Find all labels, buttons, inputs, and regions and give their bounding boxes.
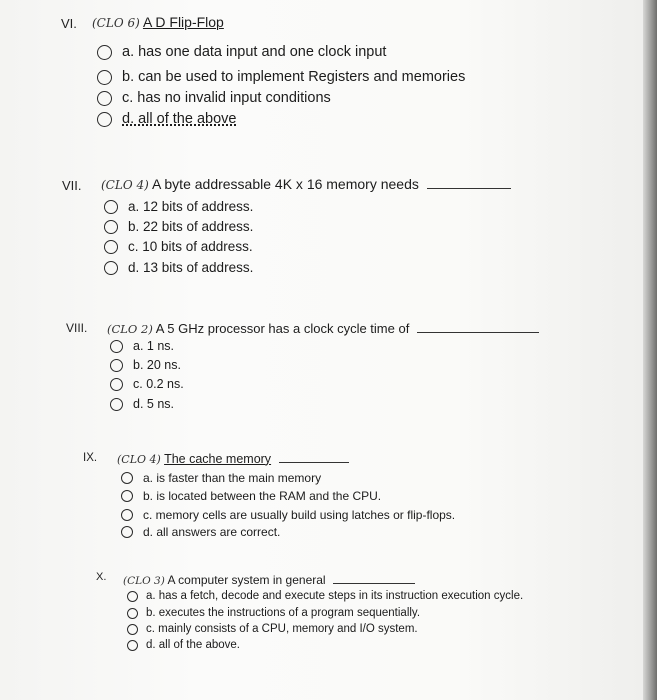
radio-button[interactable] <box>104 240 118 254</box>
clo-tag: (CLO 3) <box>123 575 165 587</box>
clo-tag: (CLO 4) <box>117 453 161 466</box>
option-label: d. all of the above. <box>146 639 240 651</box>
option-b[interactable] <box>127 607 420 619</box>
radio-button[interactable] <box>97 70 112 85</box>
option-a[interactable] <box>121 471 321 485</box>
option-label: b. 22 bits of address. <box>128 219 254 234</box>
option-label: c. mainly consists of a CPU, memory and I/O system. <box>146 623 418 635</box>
radio-button[interactable] <box>121 490 133 502</box>
radio-button[interactable] <box>104 200 118 214</box>
option-b[interactable] <box>121 489 381 503</box>
option-a[interactable] <box>104 199 253 214</box>
option-d[interactable] <box>97 111 236 127</box>
option-d[interactable] <box>104 260 253 275</box>
clo-tag: (CLO 6) <box>92 16 140 30</box>
option-label: a. 1 ns. <box>133 339 174 353</box>
option-label: b. can be used to implement Registers and memories <box>122 69 466 85</box>
option-label: d. 13 bits of address. <box>128 260 254 275</box>
option-c[interactable] <box>97 90 331 106</box>
option-c[interactable] <box>110 377 184 391</box>
radio-button[interactable] <box>110 340 123 353</box>
question-stem <box>117 452 349 466</box>
option-label: d. all of the above <box>122 111 237 127</box>
stem-text: The cache memory <box>164 452 272 466</box>
option-a[interactable] <box>97 44 386 60</box>
radio-button[interactable] <box>110 378 123 391</box>
radio-button[interactable] <box>127 608 138 619</box>
radio-button[interactable] <box>110 359 123 372</box>
option-a[interactable] <box>127 590 523 602</box>
option-d[interactable] <box>121 525 280 539</box>
option-label: c. 10 bits of address. <box>128 239 253 254</box>
question-number: VII. <box>62 178 82 193</box>
stem-text: A 5 GHz processor has a clock cycle time of <box>155 321 410 336</box>
page-edge-shadow <box>643 0 657 700</box>
question-number: X. <box>96 571 107 583</box>
option-label: c. 0.2 ns. <box>133 377 184 391</box>
option-label: c. has no invalid input conditions <box>122 90 331 106</box>
option-label: b. executes the instructions of a program sequentially. <box>146 607 421 619</box>
clo-tag: (CLO 4) <box>101 178 149 192</box>
radio-button[interactable] <box>97 91 112 106</box>
radio-button[interactable] <box>121 472 133 484</box>
option-d[interactable] <box>110 397 174 411</box>
option-label: a. has one data input and one clock input <box>122 44 387 60</box>
radio-button[interactable] <box>97 45 112 60</box>
answer-blank <box>333 583 415 584</box>
option-label: a. is faster than the main memory <box>143 471 322 485</box>
radio-button[interactable] <box>127 591 138 602</box>
radio-button[interactable] <box>104 220 118 234</box>
question-number: VIII. <box>66 321 88 335</box>
radio-button[interactable] <box>97 112 112 127</box>
option-b[interactable] <box>104 219 253 234</box>
option-c[interactable] <box>104 239 253 254</box>
answer-blank <box>279 462 349 463</box>
question-stem <box>123 573 415 587</box>
stem-text: A D Flip-Flop <box>142 14 224 30</box>
answer-blank <box>427 188 511 189</box>
radio-button[interactable] <box>127 624 138 635</box>
question-stem <box>107 321 539 336</box>
option-d[interactable] <box>127 639 240 651</box>
question-stem <box>101 176 511 192</box>
option-b[interactable] <box>97 69 465 85</box>
option-label: a. has a fetch, decode and execute steps in its instruction execution cycle. <box>146 590 524 602</box>
question-stem <box>92 14 224 30</box>
option-c[interactable] <box>127 623 418 635</box>
option-label: d. 5 ns. <box>133 397 174 411</box>
question-number: IX. <box>83 452 98 464</box>
option-label: d. all answers are correct. <box>143 525 281 539</box>
option-a[interactable] <box>110 339 174 353</box>
option-label: b. 20 ns. <box>133 358 181 372</box>
radio-button[interactable] <box>121 526 133 538</box>
clo-tag: (CLO 2) <box>107 322 153 336</box>
radio-button[interactable] <box>127 640 138 651</box>
stem-text: A computer system in general <box>167 573 326 587</box>
option-label: c. memory cells are usually build using latches or flip-flops. <box>143 508 456 522</box>
option-c[interactable] <box>121 508 455 522</box>
radio-button[interactable] <box>104 261 118 275</box>
question-number: VI. <box>61 16 77 31</box>
stem-text: A byte addressable 4K x 16 memory needs <box>151 176 419 192</box>
option-label: a. 12 bits of address. <box>128 199 254 214</box>
option-label: b. is located between the RAM and the CPU. <box>143 489 382 503</box>
radio-button[interactable] <box>110 398 123 411</box>
option-b[interactable] <box>110 358 181 372</box>
answer-blank <box>417 332 539 333</box>
radio-button[interactable] <box>121 509 133 521</box>
